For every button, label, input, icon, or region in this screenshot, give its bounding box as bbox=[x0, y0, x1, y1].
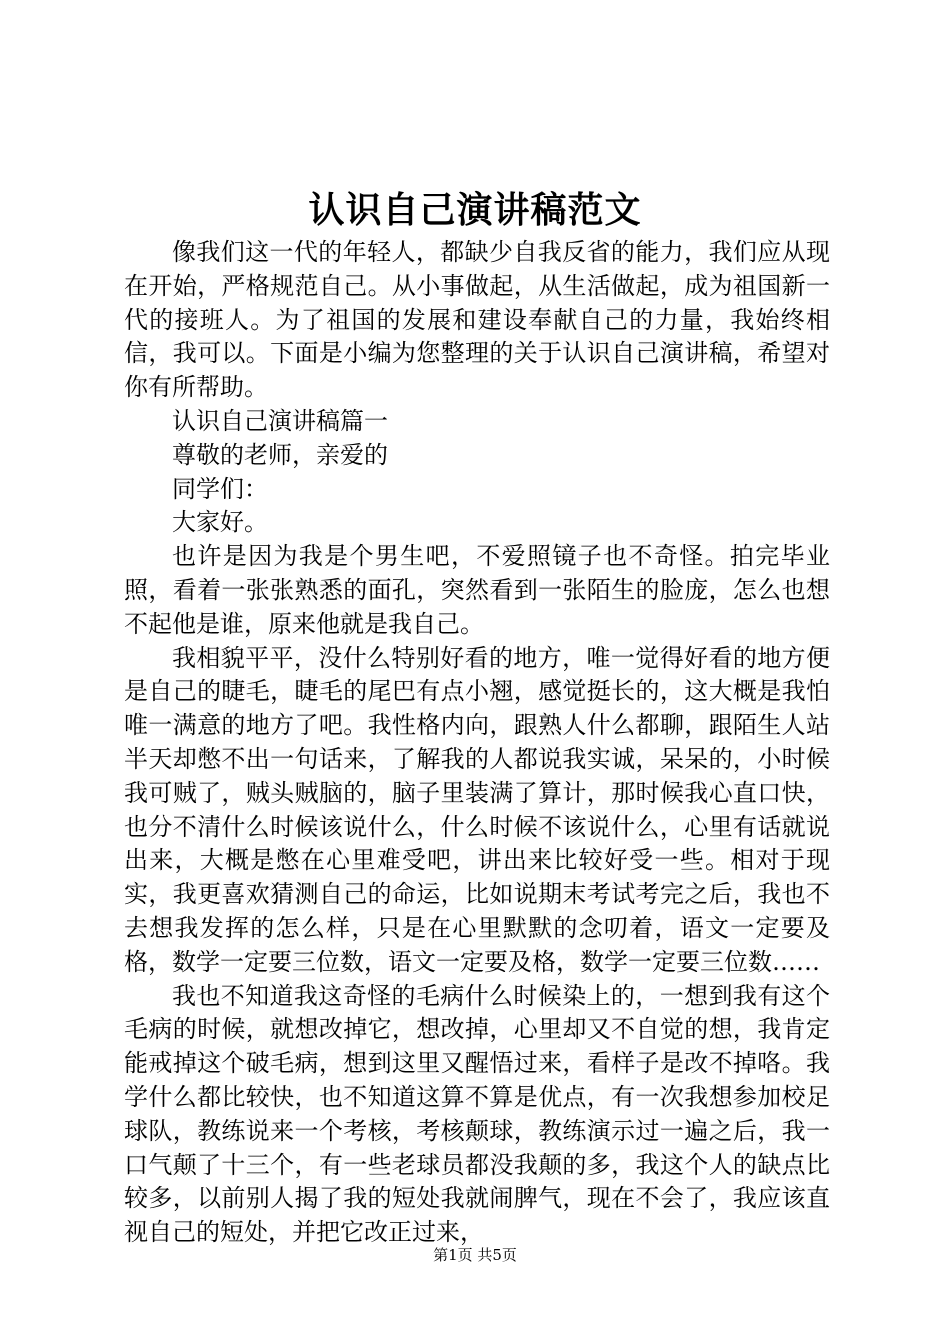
paragraph-greeting: 大家好。 bbox=[172, 508, 268, 537]
document-body bbox=[124, 236, 830, 1250]
paragraph-section-heading: 认识自己演讲稿篇一 bbox=[172, 406, 388, 435]
paragraph-body-3: 我也不知道我这奇怪的毛病什么时候染上的，一想到我有这个毛病的时候，就想改掉它，想改掉，心里却又不自觉的想，我肯定能戒掉这个破毛病，想到这里又醒悟过来，看样子是改不掉咯。我学什么都比较快，也不知道这算不算是优点，有一次我想参加校足球队，教练说来一个考核，考核颠球，教练演示过一遍之后，我一口气颠了十三个，有一些老球员都没我颠的多，我这个人的缺点比较多，以前别人揭了我的短处我就闹脾气，现在不会了，我应该直视自己的短处，并把它改正过来， bbox=[124, 981, 830, 1247]
paragraph-body-1: 也许是因为我是个男生吧，不爱照镜子也不奇怪。拍完毕业照，看着一张张熟悉的面孔，突然看到一张陌生的脸庞，怎么也想不起他是谁，原来他就是我自己。 bbox=[124, 542, 830, 638]
paragraph-salutation: 尊敬的老师，亲爱的 bbox=[172, 440, 388, 469]
paragraph-intro: 像我们这一代的年轻人，都缺少自我反省的能力，我们应从现在开始，严格规范自己。从小事做起，从生活做起，成为祖国新一代的接班人。为了祖国的发展和建设奉献自己的力量，我始终相信，我可以。下面是小编为您整理的关于认识自己演讲稿，希望对你有所帮助。 bbox=[124, 238, 830, 402]
document-title: 认识自己演讲稿范文 bbox=[308, 189, 642, 231]
page-footer: 第1页 共5页 bbox=[433, 1246, 517, 1264]
paragraph-body-2: 我相貌平平，没什么特别好看的地方，唯一觉得好看的地方便是自己的睫毛，睫毛的尾巴有点小翘，感觉挺长的，这大概是我怕唯一满意的地方了吧。我性格内向，跟熟人什么都聊，跟陌生人站半天却憋不出一句话来，了解我的人都说我实诚，呆呆的，小时候我可贼了，贼头贼脑的，脑子里装满了算计，那时候我心直口快，也分不清什么时候该说什么，什么时候不该说什么，心里有话就说出来，大概是憋在心里难受吧，讲出来比较好受一些。相对于现实，我更喜欢猜测自己的命运，比如说期末考试考完之后，我也不去想我发挥的怎么样，只是在心里默默的念叨着，语文一定要及格，数学一定要三位数，语文一定要及格，数学一定要三位数…… bbox=[124, 643, 830, 976]
paragraph-salutation-cont: 同学们： bbox=[172, 474, 268, 503]
